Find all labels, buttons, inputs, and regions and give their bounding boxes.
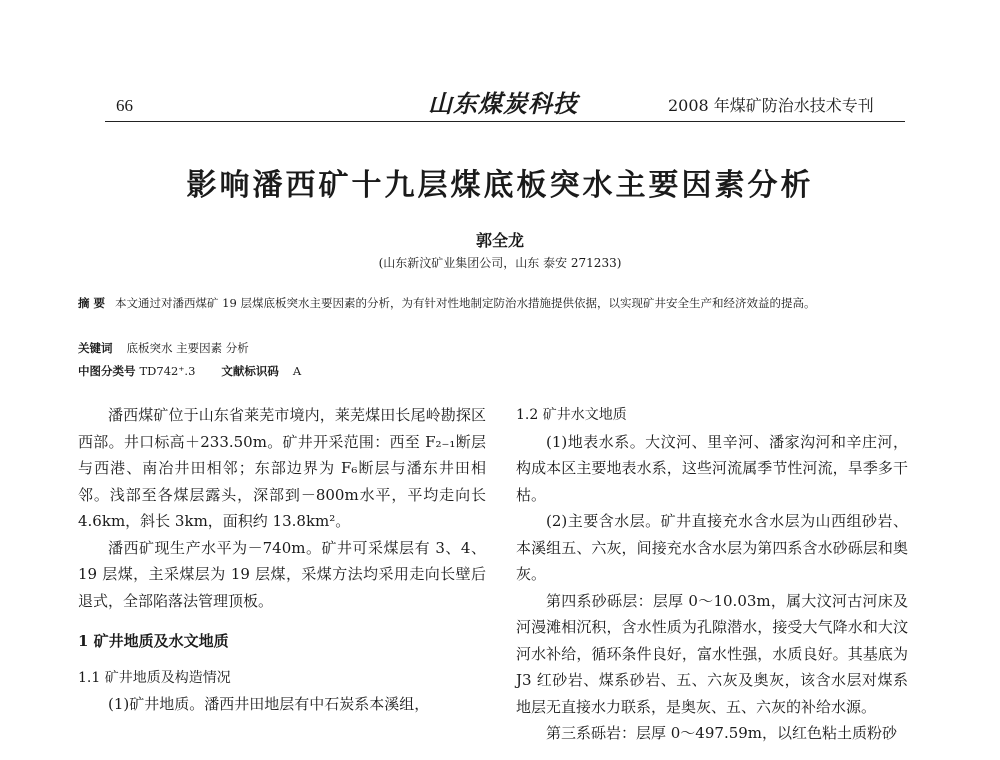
keywords-text: 底板突水 主要因素 分析 xyxy=(126,341,249,355)
author-name: 郭全龙 xyxy=(475,231,524,250)
clc-label: 中图分类号 xyxy=(78,364,136,378)
left-paragraph-2: 潘西矿现生产水平为－740m。矿井可采煤层有 3、4、19 层煤，主采煤层为 19 层煤，采煤方法均采用走向长壁后退式，全部陷落法管理顶板。 xyxy=(78,538,486,610)
abstract-text: 本文通过对潘西煤矿 19 层煤底板突水主要因素的分析，为有针对性地制定防治水措施提供依据，以实现矿井安全生产和经济效益的提高。 xyxy=(115,296,816,310)
section-heading-1-1: 1.1 矿井地质及构造情况 xyxy=(78,669,231,686)
page-number: 66 xyxy=(116,96,133,115)
abstract xyxy=(78,292,898,314)
article-title: 影响潘西矿十九层煤底板突水主要因素分析 xyxy=(186,168,814,203)
clc-value: TD742⁺.3 xyxy=(139,364,196,378)
doc-code-label: 文献标识码 xyxy=(221,364,279,378)
section-heading-1-2: 1.2 矿井水文地质 xyxy=(516,407,627,423)
left-paragraph-3: (1)矿井地质。潘西井田地层有中石炭系本溪组， xyxy=(108,695,430,713)
section-heading-1: 1 矿井地质及水文地质 xyxy=(78,632,229,650)
right-paragraph-3: 第四系砂砾层：层厚 0～10.03m，属大汶河古河床及河漫滩相沉积，含水性质为孔隙潜水，接受大气降水和大汶河水补给，循环条件良好，富水性强，水质良好。其基底为 J3 红砂岩、煤系砂岩、五、六灰及奥灰，该含水层对煤系地层无直接水力联系，是奥灰、五、六灰的补给水源。 xyxy=(516,591,908,716)
left-column xyxy=(78,402,486,718)
left-paragraph-1: 潘西煤矿位于山东省莱芜市境内，莱芜煤田长尾岭勘探区西部。井口标高＋233.50m。矿井开采范围：西至 F₂₋₁断层与西港、南冶井田相邻；东部边界为 F₆断层与潘东井田相邻。浅部至各煤层露头，深部到－800m水平，平均走向长 4.6km，斜长 3km，面积约 13.8km²。 xyxy=(78,406,486,530)
doc-code-value: A xyxy=(292,364,302,378)
keywords-label: 关键词 xyxy=(78,341,113,355)
right-paragraph-4: 第三系砾岩：层厚 0～497.59m，以红色粘土质粉砂 xyxy=(546,724,898,742)
journal-name: 山东煤炭科技 xyxy=(428,89,578,118)
abstract-label: 摘 要 xyxy=(78,296,106,310)
header-rule xyxy=(105,121,905,122)
right-paragraph-1: (1)地表水系。大汶河、里辛河、潘家沟河和辛庄河，构成本区主要地表水系，这些河流属季节性河流，旱季多干枯。 xyxy=(516,432,908,504)
issue-label: 2008 年煤矿防治水技术专刊 xyxy=(668,96,874,115)
classification-line xyxy=(78,363,301,379)
affiliation: (山东新汶矿业集团公司，山东 泰安 271233) xyxy=(378,256,622,270)
right-paragraph-2: (2)主要含水层。矿井直接充水含水层为山西组砂岩、本溪组五、六灰，间接充水含水层为第四系含水砂砾层和奥灰。 xyxy=(516,512,908,583)
keywords-line xyxy=(78,340,249,356)
right-column xyxy=(516,402,908,747)
